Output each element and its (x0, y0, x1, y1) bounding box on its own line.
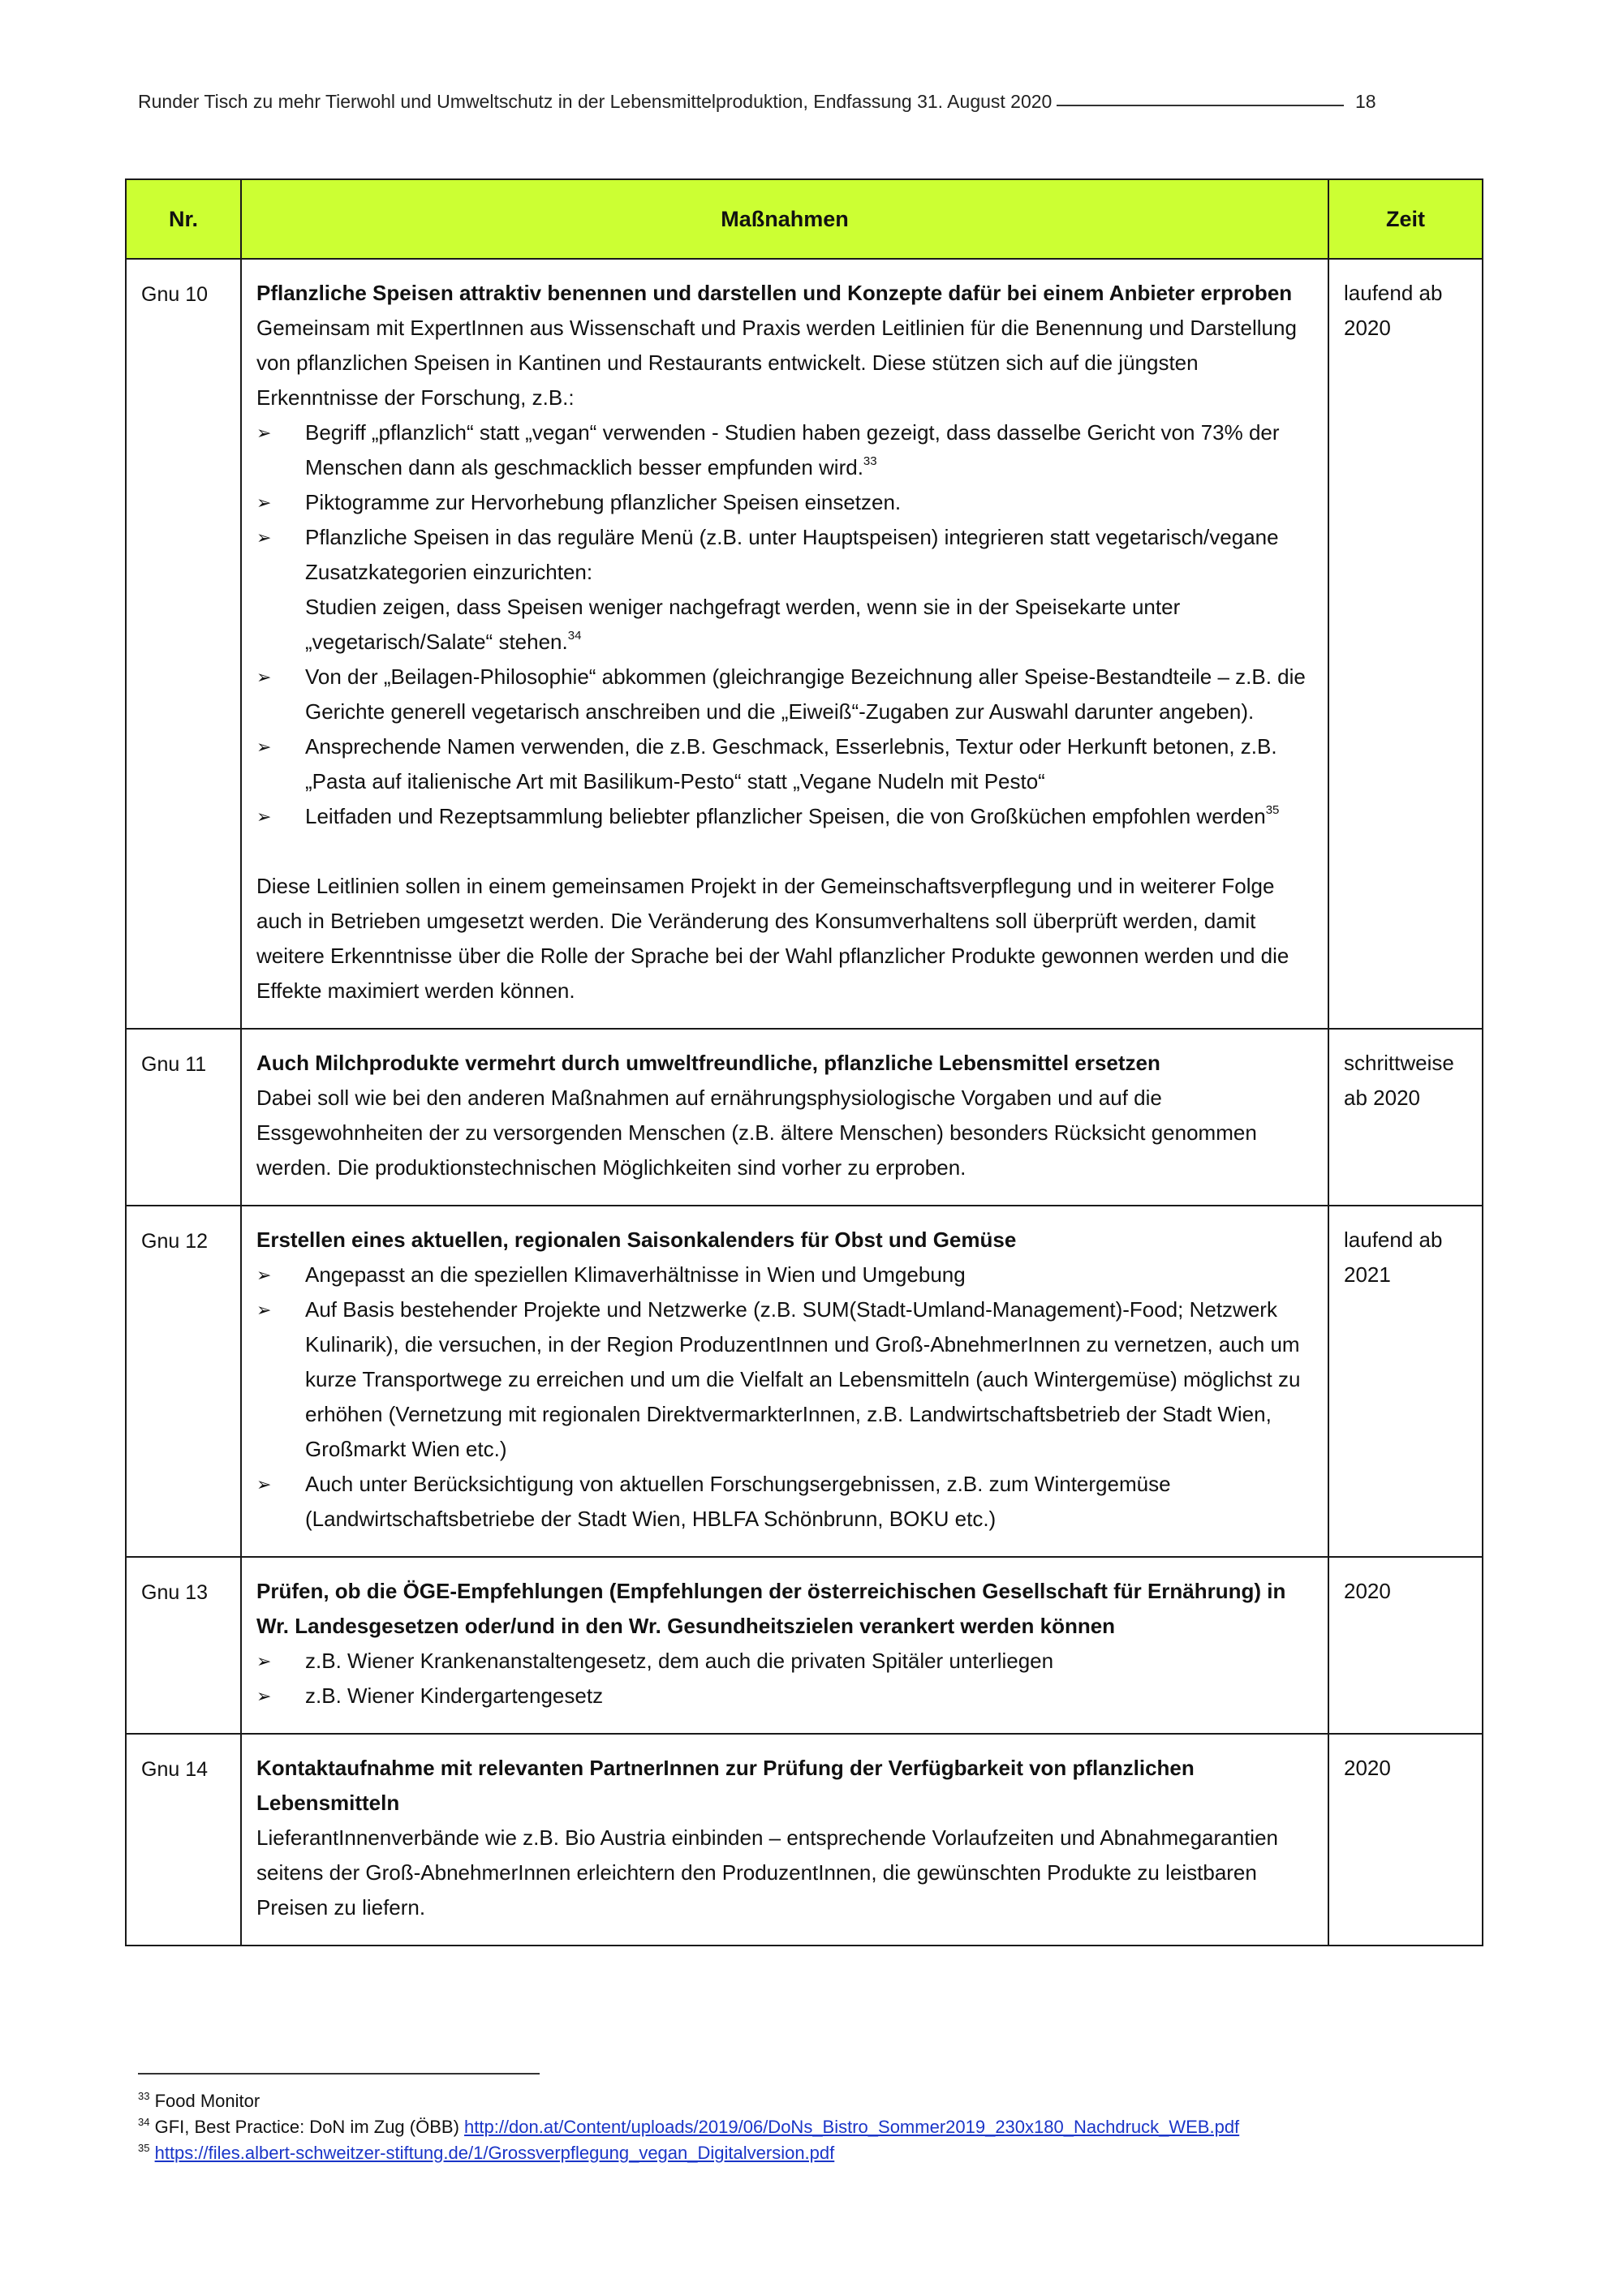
list-item: ➢ z.B. Wiener Krankenanstaltengesetz, dem auch die privaten Spitäler unterliegen (256, 1644, 1313, 1679)
list-item: ➢ Angepasst an die speziellen Klimaverhältnisse in Wien und Umgebung (256, 1258, 1313, 1292)
measure-bullet-list (256, 415, 1313, 834)
measure-title: Kontaktaufnahme mit relevanten PartnerInnen zur Prüfung der Verfügbarkeit von pflanzlichen Lebensmitteln (256, 1756, 1195, 1815)
measure-closing: Diese Leitlinien sollen in einem gemeinsamen Projekt in der Gemeinschaftsverpflegung und in weiterer Folge auch in Betrieben umgesetzt werden. Die Veränderung des Konsumverhaltens soll überprüft werden, damit weitere Erkenntnisse über die Rolle der Sprache bei der Wahl pflanzlicher Produkte gewonnen werden und die Effekte maximiert werden können. (256, 874, 1289, 1003)
footnote-33: $^{33}$ Food Monitor (138, 2090, 260, 2111)
row-zeit: 2020 (1328, 1557, 1483, 1734)
row-number: Gnu 14 (126, 1734, 241, 1946)
list-item: ➢ Von der „Beilagen-Philosophie“ abkommen (gleichrangige Bezeichnung aller Speise-Bestandteile – z.B. die Gerichte generell vegetarisch anschreiben und die „Eiweiß“-Zugaben zur Auswahl darunter angeben). (256, 660, 1313, 729)
measure-bullet-list (256, 1258, 1313, 1537)
row-content (241, 1734, 1328, 1946)
measures-table (125, 178, 1483, 1946)
footnote-ref: 35 (1265, 803, 1280, 817)
arrowhead-bullet-icon: ➢ (256, 1474, 272, 1494)
arrowhead-bullet-icon: ➢ (256, 1300, 272, 1320)
measure-intro: LieferantInnenverbände wie z.B. Bio Austria einbinden – entsprechende Vorlaufzeiten und Abnahmegarantien seitens der Groß-AbnehmerInnen erleichtern den ProduzentInnen, die gewünschten Produkte zu leistbaren Preisen zu liefern. (256, 1825, 1279, 1920)
list-item: ➢ Begriff „pflanzlich“ statt „vegan“ verwenden - Studien haben gezeigt, dass dasselbe Gericht von 73% der Menschen dann als geschmacklich besser empfunden wird.$^{33}$ (256, 415, 1313, 485)
measure-intro: Gemeinsam mit ExpertInnen aus Wissenschaft und Praxis werden Leitlinien für die Benennung und Darstellung von pflanzlichen Speisen in Kantinen und Restaurants entwickelt. Diese stützen sich auf die jüngsten Erkenntnisse der Forschung, z.B.: (256, 316, 1297, 410)
row-content (241, 1206, 1328, 1557)
footnote-34: $^{34}$ GFI, Best Practice: DoN im Zug (ÖBB) http://don.at/Content/uploads/2019/06/DoNs_Bistro_Sommer2019_230x180_Nachdruck_WEB.pdf (138, 2116, 1240, 2137)
table-row (126, 1206, 1483, 1557)
measure-intro: Dabei soll wie bei den anderen Maßnahmen auf ernährungsphysiologische Vorgaben und auf die Essgewohnheiten der zu versorgenden Menschen (z.B. ältere Menschen) besonders Rücksicht genommen werden. Die produktionstechnischen Möglichkeiten sind vorher zu erproben. (256, 1086, 1257, 1180)
arrowhead-bullet-icon: ➢ (256, 527, 272, 548)
row-content (241, 1029, 1328, 1206)
page-number: 18 (1355, 91, 1376, 112)
header-title: Runder Tisch zu mehr Tierwohl und Umweltschutz in der Lebensmittelproduktion, Endfassung 31. August 2020 (138, 91, 1053, 112)
column-header-massnahmen: Maßnahmen (241, 179, 1328, 259)
table-row (126, 1734, 1483, 1946)
footnote-35: $^{35}$ https://files.albert-schweitzer-stiftung.de/1/Grossverpflegung_vegan_Digitalversion.pdf (138, 2142, 835, 2163)
row-number: Gnu 11 (126, 1029, 241, 1206)
table-row (126, 259, 1483, 1029)
row-number: Gnu 10 (126, 259, 241, 1029)
row-zeit: laufend ab 2020 (1328, 259, 1483, 1029)
list-item: ➢ Auch unter Berücksichtigung von aktuellen Forschungsergebnissen, z.B. zum Wintergemüse (Landwirtschaftsbetriebe der Stadt Wien, HBLFA Schönbrunn, BOKU etc.) (256, 1467, 1313, 1537)
row-content (241, 1557, 1328, 1734)
column-header-zeit: Zeit (1328, 179, 1483, 259)
header-rule (1057, 105, 1344, 106)
arrowhead-bullet-icon: ➢ (256, 1686, 272, 1706)
footnotes (138, 2088, 1518, 2166)
measure-title: Erstellen eines aktuellen, regionalen Saisonkalenders für Obst und Gemüse (256, 1228, 1017, 1252)
arrowhead-bullet-icon: ➢ (256, 667, 272, 687)
row-zeit: schrittweise ab 2020 (1328, 1029, 1483, 1206)
measure-title: Pflanzliche Speisen attraktiv benennen und darstellen und Konzepte dafür bei einem Anbieter erproben (256, 281, 1293, 305)
row-number: Gnu 13 (126, 1557, 241, 1734)
list-item: ➢ Pflanzliche Speisen in das reguläre Menü (z.B. unter Hauptspeisen) integrieren statt vegetarisch/vegane Zusatzkategorien einzurichten: Studien zeigen, dass Speisen weniger nachgefragt werden, wenn sie in der Speisekarte unter „vegetarisch/Salate“ stehen.$^{34}$ (256, 520, 1313, 660)
row-zeit: laufend ab 2021 (1328, 1206, 1483, 1557)
footnote-separator (138, 2073, 540, 2075)
list-item: ➢ Piktogramme zur Hervorhebung pflanzlicher Speisen einsetzen. (256, 485, 1313, 520)
arrowhead-bullet-icon: ➢ (256, 492, 272, 513)
list-item: ➢ z.B. Wiener Kindergartengesetz (256, 1679, 1313, 1713)
list-item: ➢ Leitfaden und Rezeptsammlung beliebter pflanzlicher Speisen, die von Großküchen empfohlen werden$^{35}$ (256, 799, 1313, 834)
arrowhead-bullet-icon: ➢ (256, 1651, 272, 1671)
arrowhead-bullet-icon: ➢ (256, 806, 272, 827)
row-zeit: 2020 (1328, 1734, 1483, 1946)
column-header-nr: Nr. (126, 179, 241, 259)
table-row (126, 1557, 1483, 1734)
footnote-35-link[interactable]: https://files.albert-schweitzer-stiftung.de/1/Grossverpflegung_vegan_Digitalversion.pdf (154, 2143, 835, 2163)
bullet-continuation: Studien zeigen, dass Speisen weniger nachgefragt werden, wenn sie in der Speisekarte unter „vegetarisch/Salate“ stehen. (305, 595, 1181, 654)
list-item: ➢ Auf Basis bestehender Projekte und Netzwerke (z.B. SUM(Stadt-Umland-Management)-Food; Netzwerk Kulinarik), die versuchen, in der Region ProduzentInnen und Groß-AbnehmerInnen zu vernetzen, auch um kurze Transportwege zu erreichen und um die Vielfalt an Lebensmitteln (auch Wintergemüse) möglichst zu erhöhen (Vernetzung mit regionalen DirektvermarkterInnen, z.B. Landwirtschaftsbetrieb der Stadt Wien, Großmarkt Wien etc.) (256, 1292, 1313, 1467)
footnote-34-link[interactable]: http://don.at/Content/uploads/2019/06/DoNs_Bistro_Sommer2019_230x180_Nachdruck_WEB.pdf (464, 2117, 1240, 2137)
footnote-ref: 34 (567, 629, 582, 643)
footnote-ref: 33 (863, 454, 877, 468)
row-content (241, 259, 1328, 1029)
page-header (138, 91, 1388, 113)
arrowhead-bullet-icon: ➢ (256, 423, 272, 443)
arrowhead-bullet-icon: ➢ (256, 1265, 272, 1285)
measure-title: Prüfen, ob die ÖGE-Empfehlungen (Empfehlungen der österreichischen Gesellschaft für Ernährung) in Wr. Landesgesetzen oder/und in den Wr. Gesundheitszielen verankert werden können (256, 1579, 1286, 1638)
measure-title: Auch Milchprodukte vermehrt durch umweltfreundliche, pflanzliche Lebensmittel ersetzen (256, 1051, 1160, 1075)
list-item: ➢ Ansprechende Namen verwenden, die z.B. Geschmack, Esserlebnis, Textur oder Herkunft betonen, z.B. „Pasta auf italienische Art mit Basilikum-Pesto“ statt „Vegane Nudeln mit Pesto“ (256, 729, 1313, 799)
table-header-row (126, 179, 1483, 259)
row-number: Gnu 12 (126, 1206, 241, 1557)
measure-bullet-list (256, 1644, 1313, 1713)
arrowhead-bullet-icon: ➢ (256, 737, 272, 757)
table-row (126, 1029, 1483, 1206)
